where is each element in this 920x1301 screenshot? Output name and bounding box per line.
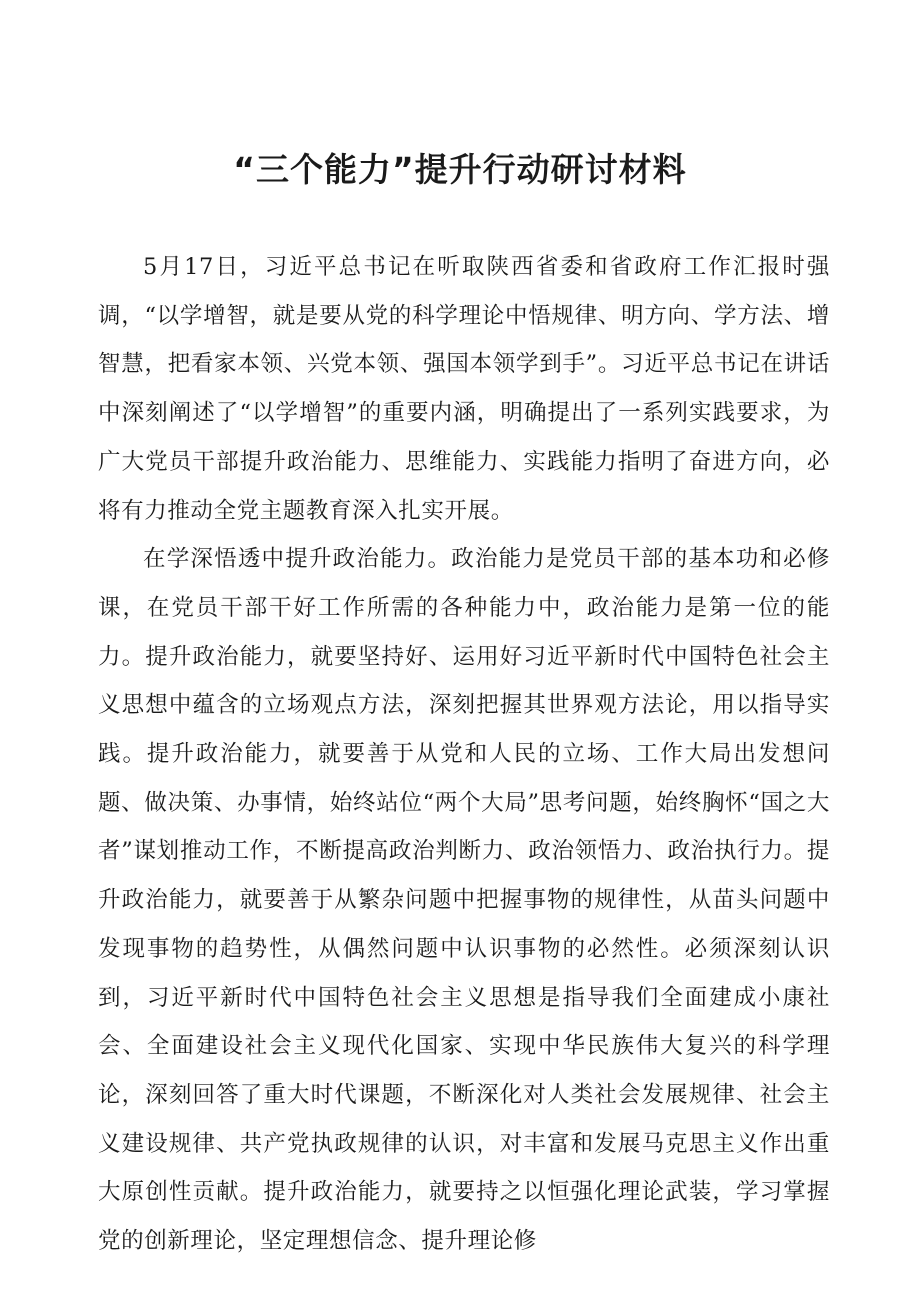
paragraph-intro: 5月17日，习近平总书记在听取陕西省委和省政府工作汇报时强调，“以学增智，就是要从党的科学理论中悟规律、明方向、学方法、增智慧，把看家本领、兴党本领、强国本领学到手”。习近平总书记在讲话中深刻阐述了“以学增智”的重要内涵，明确提出了一系列实践要求，为广大党员干部提升政治能力、思维能力、实践能力指明了奋进方向，必将有力推动全党主题教育深入扎实开展。 xyxy=(98,254,830,524)
document-body xyxy=(98,243,830,1266)
paragraph-political-ability: 在学深悟透中提升政治能力。政治能力是党员干部的基本功和必修课，在党员干部干好工作所需的各种能力中，政治能力是第一位的能力。提升政治能力，就要坚持好、运用好习近平新时代中国特色社会主义思想中蕴含的立场观点方法，深刻把握其世界观方法论，用以指导实践。提升政治能力，就要善于从党和人民的立场、工作大局出发想问题、做决策、办事情，始终站位“两个大局”思考问题，始终胸怀“国之大者”谋划推动工作，不断提高政治判断力、政治领悟力、政治执行力。提升政治能力，就要善于从繁杂问题中把握事物的规律性，从苗头问题中发现事物的趋势性，从偶然问题中认识事物的必然性。必须深刻认识到，习近平新时代中国特色社会主义思想是指导我们全面建成小康社会、全面建设社会主义现代化国家、实现中华民族伟大复兴的科学理论，深刻回答了重大时代课题，不断深化对人类社会发展规律、社会主义建设规律、共产党执政规律的认识，对丰富和发展马克思主义作出重大原创性贡献。提升政治能力，就要持之以恒强化理论武装，学习掌握党的创新理论，坚定理想信念、提升理论修 xyxy=(98,546,830,1255)
document-title: “三个能力”提升行动研讨材料 xyxy=(233,150,687,189)
